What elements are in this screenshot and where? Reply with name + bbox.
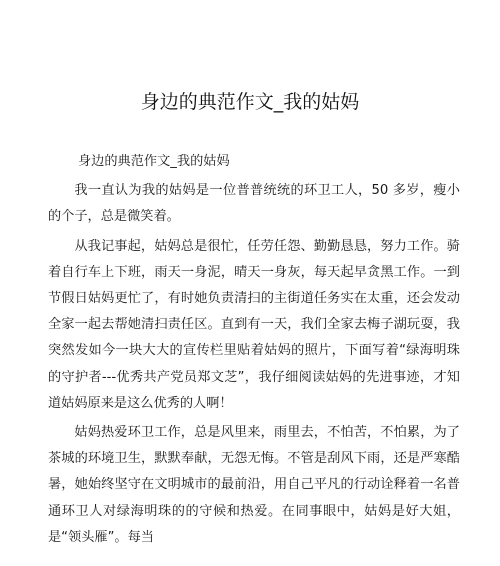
document-subtitle: 身边的典范作文_我的姑妈 xyxy=(78,154,230,169)
paragraph-3: 姑妈热爱环卫工作，总是风里来，雨里去，不怕苦，不怕累，为了茶城的环境卫生，默默奉献，无怨无悔。不管是刮风下雨，还是严寒酷暑，她始终坚守在文明城市的最前沿，用自己平凡的行动诠释着一名普通环卫人对绿海明珠的的守候和热爱。在同事眼中，姑妈是好大姐，是“领头雁”。每当 xyxy=(48,425,460,545)
document-title: 身边的典范作文_我的姑妈 xyxy=(140,91,360,113)
paragraph-1: 我一直认为我的姑妈是一位普普统统的环卫工人，50 多岁，瘦小的个子，总是微笑着。 xyxy=(48,183,460,225)
paragraph-2: 从我记事起，姑妈总是很忙，任劳任怨、勤勤恳恳，努力工作。骑着自行车上下班，雨天一身泥，晴天一身灰，每天起早贪黑工作。一到节假日姑妈更忙了，有时她负责清扫的主街道任务实在太重，还会发动全家一起去帮她清扫责任区。直到有一天，我们全家去梅子湖玩耍，我突然发如今一块大大的宣传栏里贴着姑妈的照片，下面写着“绿海明珠的守护者---优秀共产党员郑文芝”，我仔细阅读姑妈的先进事迹，才知道姑妈原来是这么优秀的人啊！ xyxy=(48,238,460,411)
document-body xyxy=(48,149,460,551)
